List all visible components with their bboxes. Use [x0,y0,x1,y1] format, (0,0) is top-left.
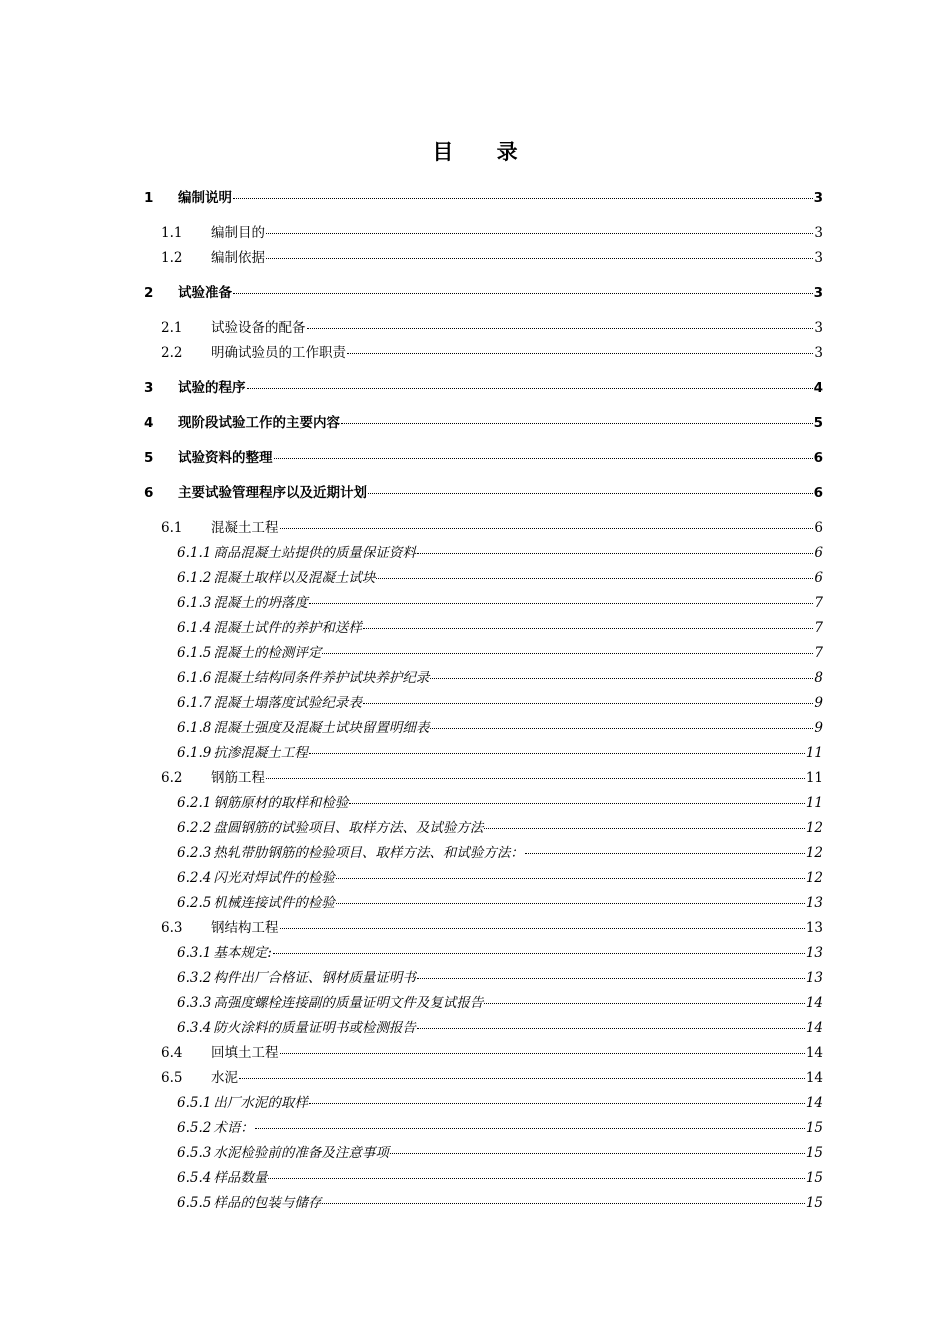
toc-entry-page: 3 [814,320,823,336]
toc-entry-page: 6 [814,545,823,561]
toc-entry[interactable] [177,1166,823,1186]
toc-entry-page: 13 [805,945,823,961]
toc-entry-title: 抗渗混凝土工程 [213,745,308,761]
dot-leader [417,553,814,554]
toc-entry[interactable] [161,1041,823,1061]
dot-leader [363,628,814,629]
toc-entry[interactable] [177,541,823,561]
toc-entry-number: 1.1 [161,225,183,241]
dot-leader [322,653,813,654]
dot-leader [430,678,813,679]
toc-entry[interactable] [144,376,823,396]
toc-entry-number: 6.2.4 [177,870,212,886]
toc-entry-number: 2 [144,285,154,301]
toc-entry-number: 6.1.6 [177,670,212,686]
dot-leader [484,1003,804,1004]
toc-entry-page: 13 [805,895,823,911]
dot-leader [417,978,805,979]
toc-entry-title: 高强度螺栓连接副的质量证明文件及复试报告 [213,995,484,1011]
toc-entry-title: 主要试验管理程序以及近期计划 [178,485,367,501]
toc-entry-number: 4 [144,415,154,431]
toc-entry-page: 7 [814,620,823,636]
toc-entry-page: 11 [805,795,823,811]
dot-leader [390,1153,805,1154]
dot-leader [233,293,813,294]
toc-entry-title: 混凝土工程 [211,520,279,536]
toc-entry-title: 构件出厂合格证、钢材质量证明书 [213,970,416,986]
dot-leader [525,853,805,854]
dot-leader [309,1103,805,1104]
toc-entry-title: 混凝土强度及混凝土试块留置明细表 [213,720,430,736]
toc-entry-title: 水泥 [211,1070,238,1086]
toc-entry[interactable] [177,1091,823,1111]
toc-entry-title: 编制依据 [211,250,265,266]
toc-entry[interactable] [177,816,823,836]
dot-leader [349,803,804,804]
toc-entry-title: 编制说明 [178,190,232,206]
toc-entry[interactable] [177,641,823,661]
dot-leader [363,703,814,704]
toc-entry-number: 6 [144,485,154,501]
toc-entry-title: 热轧带肋钢筋的检验项目、取样方法、和试验方法： [213,845,524,861]
toc-entry[interactable] [177,991,823,1011]
toc-entry-title: 混凝土试件的养护和送样 [213,620,362,636]
toc-entry-number: 1.2 [161,250,183,266]
toc-entry-number: 6.5 [161,1070,183,1086]
toc-entry-page: 14 [805,1070,823,1086]
toc-entry-number: 6.5.5 [177,1195,212,1211]
toc-entry-page: 7 [814,595,823,611]
toc-entry[interactable] [177,891,823,911]
toc-entry-title: 混凝土结构同条件养护试块养护纪录 [213,670,430,686]
toc-entry[interactable] [177,591,823,611]
toc-entry-page: 7 [814,645,823,661]
toc-entry-page: 14 [805,995,823,1011]
toc-entry-title: 试验设备的配备 [211,320,306,336]
toc-entry-title: 基本规定: [213,945,272,961]
toc-entry-title: 闪光对焊试件的检验 [213,870,335,886]
toc-entry-number: 6.1.7 [177,695,212,711]
dot-leader [233,198,813,199]
toc-entry-page: 14 [805,1020,823,1036]
toc-entry-title: 水泥检验前的准备及注意事项 [213,1145,389,1161]
dot-leader [336,903,805,904]
dot-leader [274,458,813,459]
toc-entry[interactable] [144,481,823,501]
toc-entry-number: 2.1 [161,320,183,336]
toc-entry-page: 9 [814,695,823,711]
toc-entry-number: 1 [144,190,154,206]
toc-entry[interactable] [177,966,823,986]
dot-leader [280,1053,805,1054]
toc-entry-page: 15 [805,1195,823,1211]
toc-entry-page: 12 [805,845,823,861]
toc-entry-title: 混凝土取样以及混凝土试块 [213,570,376,586]
toc-entry-page: 6 [814,520,823,536]
toc-entry[interactable] [177,791,823,811]
toc-entry-page: 12 [805,820,823,836]
toc-entry-title: 盘圆钢筋的试验项目、取样方法、及试验方法 [213,820,484,836]
dot-leader [309,603,814,604]
toc-entry-number: 6.2.2 [177,820,212,836]
toc-entry[interactable] [177,1141,823,1161]
toc-entry-number: 6.5.4 [177,1170,212,1186]
toc-entry-number: 6.1 [161,520,183,536]
toc-entry-number: 6.1.4 [177,620,212,636]
toc-entry-page: 3 [813,190,823,206]
toc-entry-number: 6.2 [161,770,183,786]
toc-entry-page: 11 [805,745,823,761]
toc-entry-number: 6.1.2 [177,570,212,586]
toc-entry-number: 6.3.2 [177,970,212,986]
toc-entry[interactable] [161,1066,823,1086]
toc-entry[interactable] [177,1191,823,1211]
toc-entry-title: 机械连接试件的检验 [213,895,335,911]
toc-entry-title: 钢结构工程 [211,920,279,936]
toc-entry-title: 试验准备 [178,285,232,301]
dot-leader [336,878,805,879]
toc-entry[interactable] [144,446,823,466]
toc-entry-title: 混凝土塌落度试验纪录表 [213,695,362,711]
toc-entry-page: 15 [805,1145,823,1161]
toc-entry[interactable] [177,866,823,886]
toc-entry[interactable] [144,411,823,431]
toc-entry-page: 6 [813,485,823,501]
toc-entry-number: 6.5.2 [177,1120,212,1136]
toc-entry[interactable] [177,691,823,711]
toc-entry-page: 13 [805,970,823,986]
toc-entry-title: 出厂水泥的取样 [213,1095,308,1111]
toc-entry[interactable] [177,841,823,861]
toc-entry[interactable] [177,941,823,961]
dot-leader [347,353,813,354]
toc-entry-number: 6.1.5 [177,645,212,661]
toc-entry-title: 明确试验员的工作职责 [211,345,346,361]
toc-entry-page: 12 [805,870,823,886]
toc-entry[interactable] [177,1116,823,1136]
toc-entry[interactable] [161,221,823,241]
toc-entry[interactable] [177,716,823,736]
toc-entry-number: 6.2.1 [177,795,212,811]
toc-entry-title: 编制目的 [211,225,265,241]
dot-leader [239,1078,805,1079]
toc-entry-number: 6.5.3 [177,1145,212,1161]
toc-entry-number: 6.3 [161,920,183,936]
toc-entry[interactable] [177,1016,823,1036]
dot-leader [247,388,813,389]
toc-entry-page: 3 [814,225,823,241]
dot-leader [255,1128,805,1129]
dot-leader [273,953,805,954]
toc-entry-page: 3 [814,250,823,266]
toc-entry-number: 3 [144,380,154,396]
toc-entry-page: 13 [805,920,823,936]
dot-leader [280,528,814,529]
dot-leader [307,328,814,329]
toc-entry-number: 6.3.3 [177,995,212,1011]
toc-entry-number: 6.4 [161,1045,183,1061]
toc-entry[interactable] [177,666,823,686]
toc-entry[interactable] [161,916,823,936]
toc-entry[interactable] [144,281,823,301]
toc-entry-page: 6 [813,450,823,466]
toc-entry[interactable] [144,186,823,206]
dot-leader [430,728,813,729]
dot-leader [368,493,813,494]
toc-entry-page: 4 [813,380,823,396]
dot-leader [322,1203,804,1204]
toc-title: 目 录 [432,140,536,164]
toc-entry-title: 商品混凝土站提供的质量保证资料 [213,545,416,561]
toc-entry-number: 6.5.1 [177,1095,212,1111]
dot-leader [376,578,813,579]
toc-entry-number: 6.3.1 [177,945,212,961]
dot-leader [417,1028,805,1029]
toc-entry-title: 术语： [213,1120,254,1136]
toc-entry-number: 6.1.3 [177,595,212,611]
toc-entry-page: 15 [805,1120,823,1136]
toc-entry-page: 15 [805,1170,823,1186]
toc-entry-number: 5 [144,450,154,466]
toc-entry-number: 6.2.3 [177,845,212,861]
toc-entry-page: 3 [814,345,823,361]
toc-entry-title: 防火涂料的质量证明书或检测报告 [213,1020,416,1036]
dot-leader [484,828,804,829]
toc-entry-page: 14 [805,1045,823,1061]
dot-leader [266,778,805,779]
toc-entry-number: 6.1.8 [177,720,212,736]
toc-entry[interactable] [161,516,823,536]
dot-leader [266,258,813,259]
toc-entry-title: 钢筋原材的取样和检验 [213,795,349,811]
toc-entry-number: 6.1.1 [177,545,212,561]
dot-leader [341,423,813,424]
toc-entry-title: 现阶段试验工作的主要内容 [178,415,340,431]
toc-entry-title: 钢筋工程 [211,770,265,786]
toc-entry-page: 11 [805,770,823,786]
toc-entry-number: 6.2.5 [177,895,212,911]
dot-leader [268,1178,804,1179]
dot-leader [309,753,805,754]
toc-entry[interactable] [161,341,823,361]
toc-entry-title: 混凝土的坍落度 [213,595,308,611]
toc-entry-title: 试验资料的整理 [178,450,273,466]
toc-entry-page: 14 [805,1095,823,1111]
toc-entry-number: 6.3.4 [177,1020,212,1036]
toc-entry[interactable] [177,566,823,586]
toc-entry[interactable] [177,616,823,636]
toc-entry-title: 样品的包装与储存 [213,1195,322,1211]
toc-entry[interactable] [161,766,823,786]
toc-entry-page: 6 [814,570,823,586]
toc-entry[interactable] [161,246,823,266]
toc-entry-title: 回填土工程 [211,1045,279,1061]
toc-entry-page: 9 [814,720,823,736]
dot-leader [266,233,813,234]
toc-entry[interactable] [177,741,823,761]
toc-entry-page: 8 [814,670,823,686]
toc-entry-page: 5 [813,415,823,431]
toc-entry-title: 试验的程序 [178,380,246,396]
toc-entry-number: 2.2 [161,345,183,361]
toc-entry-page: 3 [813,285,823,301]
toc-entry-number: 6.1.9 [177,745,212,761]
toc-entry-title: 样品数量 [213,1170,268,1186]
toc-entry[interactable] [161,316,823,336]
dot-leader [280,928,805,929]
toc-entry-title: 混凝土的检测评定 [213,645,322,661]
